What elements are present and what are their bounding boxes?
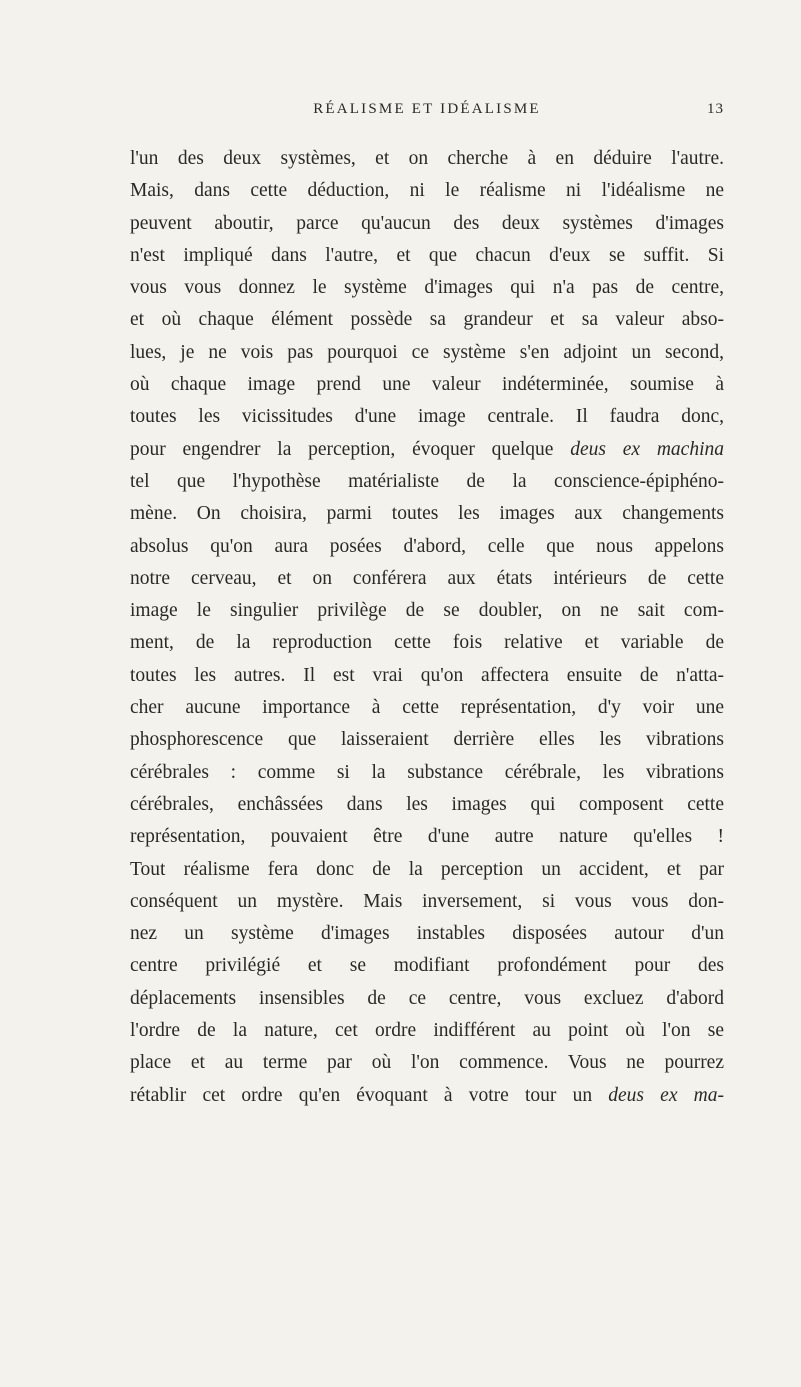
text-segment: pour engendrer la perception, évoquer quelque <box>130 438 571 460</box>
text-line: nez un système d'images instables disposées autour d'un <box>130 923 724 945</box>
text-line: n'est impliqué dans l'autre, et que chacun d'eux se suffit. Si <box>130 244 724 266</box>
text-line: phosphorescence que laisseraient derrière elles les vibrations <box>130 729 724 751</box>
italic-phrase: deus ex machina <box>570 438 724 460</box>
text-segment: rétablir cet ordre qu'en évoquant à votre tour un <box>130 1084 609 1106</box>
text-line <box>130 434 724 466</box>
running-head <box>130 101 724 125</box>
text-line: toutes les vicissitudes d'une image centrale. Il faudra donc, <box>130 406 724 428</box>
body-paragraph <box>130 143 724 1112</box>
text-line: place et au terme par où l'on commence. Vous ne pourrez <box>130 1052 724 1074</box>
text-line: cher aucune importance à cette représentation, d'y voir une <box>130 697 724 719</box>
text-line: l'un des deux systèmes, et on cherche à en déduire l'autre. <box>130 148 724 169</box>
text-line: notre cerveau, et on conférera aux états intérieurs de cette <box>130 567 724 589</box>
text-line <box>130 1080 724 1112</box>
text-line: peuvent aboutir, parce qu'aucun des deux systèmes d'images <box>130 212 724 234</box>
text-line: et où chaque élément possède sa grandeur et sa valeur abso- <box>130 309 724 331</box>
running-title: RÉALISME ET IDÉALISME <box>313 101 541 117</box>
text-line: vous vous donnez le système d'images qui n'a pas de centre, <box>130 277 724 299</box>
text-line: l'ordre de la nature, cet ordre indifférent au point où l'on se <box>130 1020 724 1042</box>
text-line: Tout réalisme fera donc de la perception un accident, et par <box>130 858 724 880</box>
text-line: toutes les autres. Il est vrai qu'on affectera ensuite de n'atta- <box>130 664 724 686</box>
text-line: absolus qu'on aura posées d'abord, celle que nous appelons <box>130 535 724 557</box>
text-line: où chaque image prend une valeur indéterminée, soumise à <box>130 374 724 396</box>
text-line: image le singulier privilège de se doubler, on ne sait com- <box>130 600 724 622</box>
italic-phrase: deus ex ma- <box>608 1084 724 1106</box>
page-number: 13 <box>707 101 724 117</box>
text-line: centre privilégié et se modifiant profondément pour des <box>130 955 724 977</box>
text-line: cérébrales : comme si la substance cérébrale, les vibrations <box>130 761 724 783</box>
text-line: lues, je ne vois pas pourquoi ce système s'en adjoint un second, <box>130 341 724 363</box>
text-line: tel que l'hypothèse matérialiste de la conscience-épiphéno- <box>130 470 724 492</box>
text-line: Mais, dans cette déduction, ni le réalisme ni l'idéalisme ne <box>130 180 724 202</box>
text-line: cérébrales, enchâssées dans les images qui composent cette <box>130 793 724 815</box>
text-line: mène. On choisira, parmi toutes les images aux changements <box>130 503 724 525</box>
text-line: ment, de la reproduction cette fois relative et variable de <box>130 632 724 654</box>
text-line: conséquent un mystère. Mais inversement, si vous vous don- <box>130 890 724 912</box>
text-line: représentation, pouvaient être d'une autre nature qu'elles ! <box>130 826 724 848</box>
text-line: déplacements insensibles de ce centre, vous excluez d'abord <box>130 987 724 1009</box>
